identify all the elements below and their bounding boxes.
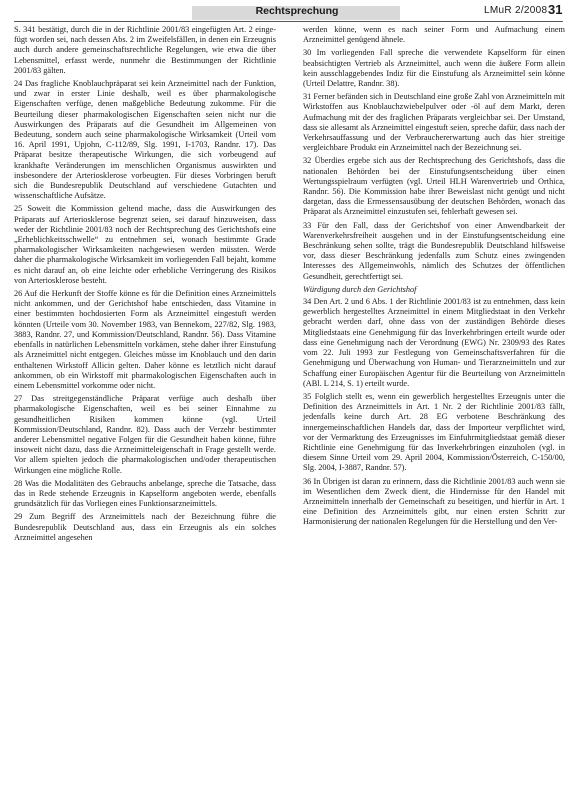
paragraph: 26 Auf die Herkunft der Stoffe könne es für die Definition eines Arzneimittels nicht ankommen, und der Gerichtshof habe entschieden, dass Vitamine in einer bestimmten hochdosierten Form als Arzneimittel eingestuft werden könnten (Urteile vom 30. November 1983, van Bennekom, 227/82, Slg. 1983, 3883, Randnr. 27, und Kommission/Deutschland, Randnr. 56). Dass Vitamine ebenfalls in natürlichen Lebensmitteln vorkämen, stehe daher ihrer Einstufung als Arzneimittel nicht entgegen. Gleiches müsse im Knoblauch und den darin enthaltenen Wirkstoff Allicin gelten. Daher könne es letztlich nicht darauf ankommen, ob ein Wirkstoff mit pharmakologischen Eigenschaften auch in einem Lebensmittel vorkomme oder nicht. <box>14 289 276 390</box>
section-subheading: Würdigung durch den Gerichtshof <box>303 284 417 294</box>
journal-issue: LMuR 2/2008 <box>484 5 548 16</box>
paragraph: 36 In Übrigen ist daran zu erinnern, dass die Richtlinie 2001/83 auch wenn sie im Wesentlichen dem Zweck dient, die Hindernisse für den Handel mit Arzneimitteln innerhalb der Gemeinschaft zu beseitigen, und hierfür in Art. 1 eine Definition des Arzneimittels gibt, nur einen ersten Schritt zur Harmonisierung der nationalen Regelungen für die Herstellung und den Ver- <box>303 476 565 527</box>
paragraph: 25 Soweit die Kommission geltend mache, dass die Auswirkungen des Präparats auf Arteriosklerose begrenzt seien, sei darauf hinzuweisen, dass weder der Richtlinie 2001/83 noch der Rechtsprechung des Gerichtshofs eine „Erheblichkeitsschwelle“ zu entnehmen sei, wonach bestimmte Grade pharmakologischer Wirksamkeiten nachgewiesen werden müssten. Werde daher die pharmakologische Wirksamkeit im vorliegenden Fall bejaht, komme es nicht darauf an, ob eine leichte oder erhebliche Verringerung des Risikos von Arteriosklerose besteht. <box>14 204 276 285</box>
page-number: 31 <box>548 2 563 17</box>
paragraph: 33 Für den Fall, dass der Gerichtshof von einer Anwendbarkeit der Warenverkehrsfreiheit ausgehen und in der Einstufungsentscheidung eine Beschränkung sehen sollte, trägt die Bundesrepublik Deutschland hilfsweise vor, dass dieser Beschränkung jedenfalls zum Schutz eines zwingenden Interesses des Allgemeinwohls, nämlich des Schutzes der öffentlichen Gesundheit, gerechtfertigt sei. <box>303 220 565 281</box>
paragraph: 24 Das fragliche Knoblauchpräparat sei kein Arzneimittel nach der Funktion, und zwar in erster Linie deshalb, weil es über pharmakologische Eigenschaften verfüge, denen maßgebliche Bedeutung zukomme. Für die Beurteilung dieser pharmakologischen Eigenschaften seien nicht nur die Auswirkungen des Präparats auf die Gesundheit im Allgemeinen von Bedeutung, sondern auch seine pharmakologische Wirksamkeit (Urteil vom 16. April 1991, Upjohn, C-112/89, Slg. 1991, I-1703, Randnr. 17). Das Präparat besitze therapeutische Wirkungen, die sich vorbeugend auf krankhafte Veränderungen im menschlichen Organismus auswirkten und insbesondere der Arteriosklerose vorbeugten. Für dieses Vorbringen beruft sich die Bundesrepublik Deutschland auf verschiedene Gutachten und wissenschaftliche Aufsätze. <box>14 79 276 201</box>
paragraph: 31 Ferner befänden sich in Deutschland eine große Zahl von Arzneimitteln mit Wirkstoffen aus Knoblauchzwiebelpulver oder -öl auf dem Markt, deren Aufmachung mit der des fraglichen Präparats vergleichbar sei. Der Umstand, dass sie allesamt als Arzneimittel eingestuft seien, spreche dafür, dass nach der Verkehrsauffassung und der Verbrauchererwartung auch das hier streitige vergleichbare Produkt ein Arzneimittel nach der Bezeichnung sei. <box>303 92 565 153</box>
running-header <box>14 0 563 20</box>
left-column <box>14 25 276 546</box>
header-rule <box>14 21 563 22</box>
section-title: Rechtsprechung <box>255 5 339 17</box>
paragraph: 30 Im vorliegenden Fall spreche die verwendete Kapselform für einen beabsichtigten Vertrieb als Arzneimittel, auch wenn die äußere Form allein kein ausschlaggebendes Indiz für die Einstufung als Arzneimittel sein könne (Urteil Delattre, Randnr. 38). <box>303 48 565 89</box>
paragraph: 32 Überdies ergebe sich aus der Rechtsprechung des Gerichtshofs, dass die nationalen Behörden bei der Einstufungsentscheidung über einen Wertungsspielraum verfügten (vgl. Urteil HLH Warenvertrieb und Orthica, Randnr. 56). Die Kommission habe ihrer Beweislast nicht genügt und nicht dargetan, dass die Ermessensausübung der deutschen Behörden, wonach das Präparat als Arzneimittel einzustufen sei, fehlerhaft gewesen sei. <box>303 156 565 217</box>
paragraph: 27 Das streitgegenständliche Präparat verfüge auch deshalb über pharmakologische Eigenschaften, weil es bei seiner Einnahme zu gesundheitlichen Risiken kommen könne (vgl. Urteil Kommission/Deutschland, Randnr. 82). Dass auch der Verzehr bestimmter anderer Lebensmittel negative Folgen für die Gesundheit haben könne, führe insoweit nicht dazu, dass die Arzneimitteleigenschaft in Frage gestellt werde. Vor allem spielten jedoch die pharmakologischen und/oder therapeutischen Wirkungen eine mögliche Rolle. <box>14 394 276 475</box>
paragraph: 35 Folglich stellt es, wenn ein gewerblich hergestelltes Erzeugnis unter die Definition des Arzneimittels in Art. 1 Nr. 2 der Richtlinie 2001/83 fällt, jedenfalls keine durch Art. 28 EG verbotene Beschränkung des innergemeinschaftlichen Handels dar, dass der Importeur verpflichtet wird, vor der Vermarktung des Erzeugnisses im Einfuhrmitgliedstaat gemäß dieser Richtlinie eine Genehmigung für das Inverkehrbringen einzuholen (vgl. in diesem Sinne Urteil vom 29. April 2004, Kommission/Österreich, C-150/00, Slg. 2004, I-3887, Randnr. 57). <box>303 391 565 473</box>
paragraph: 29 Zum Begriff des Arzneimittels nach der Bezeichnung führe die Bundesrepublik Deutschland aus, dass ein Erzeugnis als ein solches Arzneimittel angesehen <box>14 512 276 542</box>
paragraph: S. 341 bestätigt, durch die in der Richtlinie 2001/83 eingefügten Art. 2 eingefügt worden sei, nach dessen Abs. 2 im Zweifelsfällen, in denen ein Erzeugnis auch durch andere gemeinschaftsrechtliche Regelungen, wie etwa die über Lebensmittel, erfasst werde, nunmehr die Bestimmungen der Richtlinie 2001/83 gälten. <box>14 25 276 75</box>
right-column <box>303 25 565 531</box>
paragraph: 34 Den Art. 2 und 6 Abs. 1 der Richtlinie 2001/83 ist zu entnehmen, dass kein gewerblich hergestelltes Arzneimittel in einem Mitgliedstaat in den Verkehr gebracht werden darf, ohne dass von der zuständigen Behörde dieses Mitgliedstaats eine Genehmigung für das Inverkehrbringen erteilt wurde oder dass eine Genehmigung nach der Verordnung (EWG) Nr. 2309/93 des Rates vom 22. Juli 1993 zur Festlegung von Gemeinschaftsverfahren für die Genehmigung und Überwachung von Human- und Tierarzneimitteln und zur Schaffung einer Europäischen Agentur für die Beurteilung von Arzneimitteln (ABl. L 214, S. 1) erteilt wurde. <box>303 297 565 388</box>
paragraph: 28 Was die Modalitäten des Gebrauchs anbelange, spreche die Tatsache, dass das in Rede stehende Erzeugnis in Kapselform angeboten werde, ebenfalls grundsätzlich für das Vorliegen eines Funktionsarzneimittels. <box>14 478 276 509</box>
paragraph: werden könne, wenn es nach seiner Form und Aufmachung einem Arzneimittel genügend ähnele. <box>303 25 565 45</box>
